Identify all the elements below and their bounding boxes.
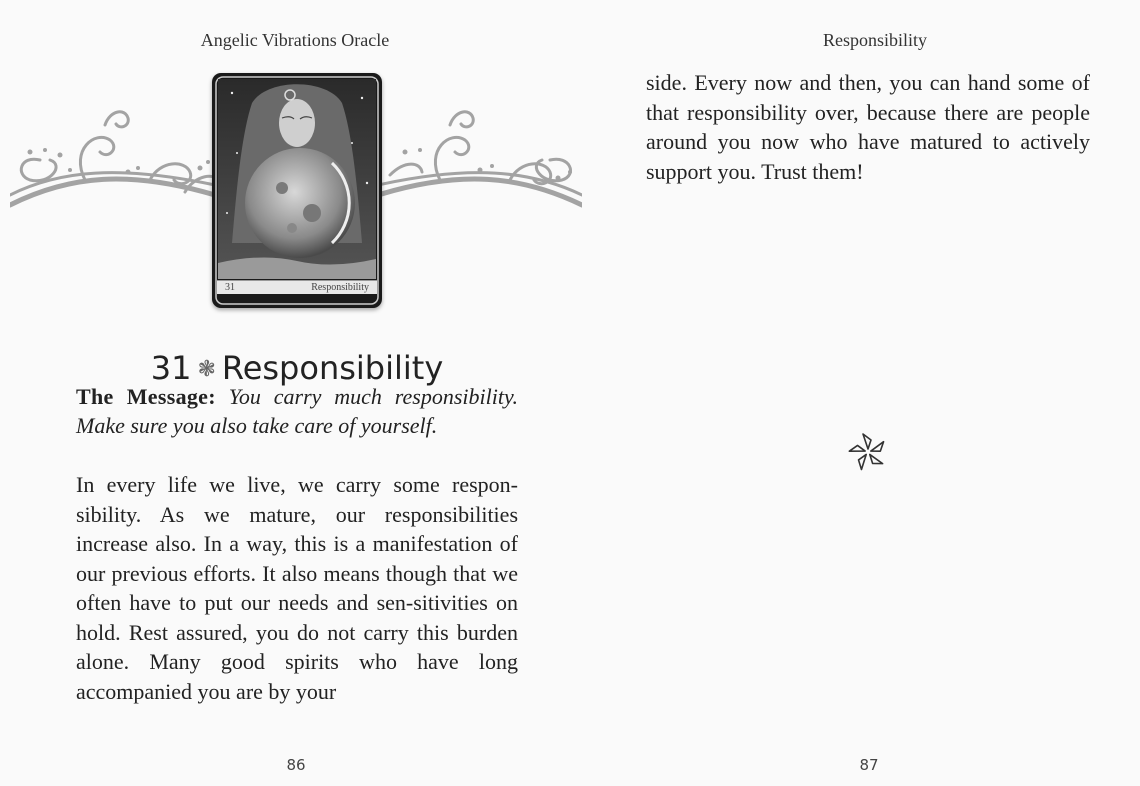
page-number-right: 87 [859,756,879,774]
right-page [580,0,1140,786]
card-message [76,382,518,440]
body-text-right: side. Every now and then, you can hand some of that responsibility over, because there are people around you now who have matured to actively support you. Trust them! [646,70,1090,184]
running-head-right: Responsibility [822,30,927,50]
flower-ornament-icon [846,430,890,474]
oracle-card [212,73,382,308]
running-head-left: Angelic Vibrations Oracle [200,30,390,50]
card-footer [217,280,377,294]
card-name: Responsibility [311,282,369,293]
page-number-left: 86 [286,756,306,774]
card-title-number: 31 [150,349,192,388]
flower-icon: ❃ [197,357,216,383]
message-label: The Message: [76,384,216,409]
card-number: 31 [225,282,235,293]
body-text-left: In every life we live, we carry some respon-sibility. As we mature, our responsibilities increase also. In a way, this is a manifestation of our previous efforts. It also means though that we often have to put our needs and sen-sitivities on hold. Rest assured, you do not carry this burden alone. Many good spirits who have long accompanied you are by your [76,472,518,704]
message-text: You carry much responsibility. Make sure you also take care of yourself. [76,384,518,438]
card-illustration [212,73,382,308]
card-title-text: Responsibility [221,349,444,388]
